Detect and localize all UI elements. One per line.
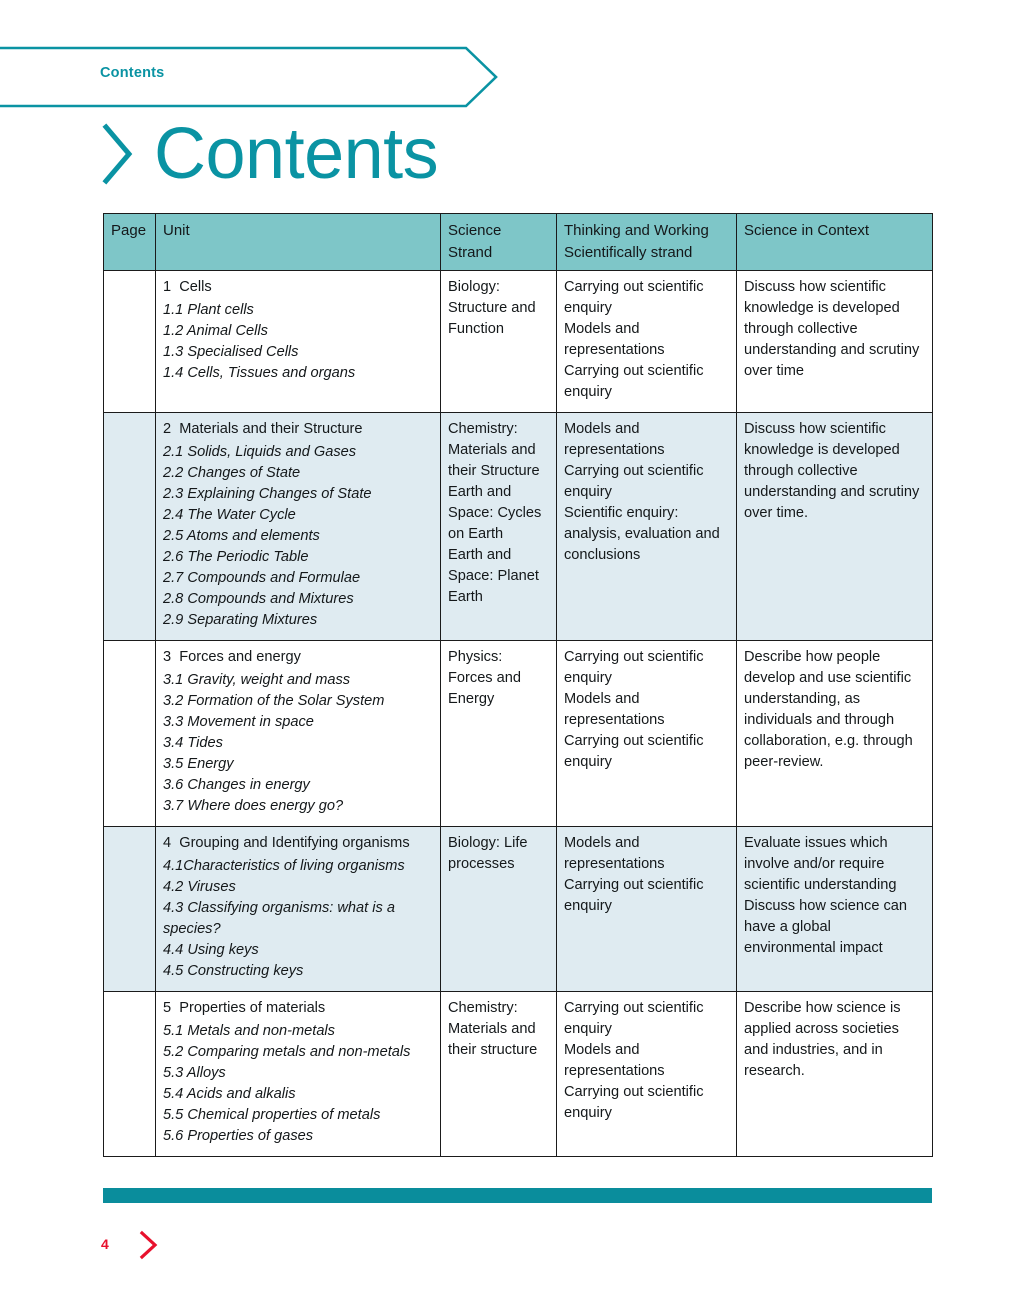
unit-subitem: 5.6 Properties of gases — [163, 1128, 314, 1145]
text-line: Carrying out scientific enquiry — [564, 279, 704, 317]
unit-subitem: 5.4 Acids and alkalis — [163, 1086, 296, 1103]
text-line: Structure and — [448, 300, 536, 317]
text-line: Carrying out scientific enquiry — [564, 877, 704, 915]
cell-page — [104, 413, 156, 641]
unit-subitem: 4.3 Classifying organisms: what is a species? — [163, 900, 395, 938]
unit-subitem: 2.3 Explaining Changes of State — [163, 486, 372, 503]
text-line: Carrying out scientific enquiry — [564, 463, 704, 501]
unit-subitem: 2.8 Compounds and Mixtures — [163, 591, 354, 608]
text-line: Biology: — [448, 279, 500, 296]
unit-subitem: 2.2 Changes of State — [163, 465, 301, 482]
unit-subitem: 4.1Characteristics of living organisms — [163, 858, 405, 875]
unit-subitem: 5.5 Chemical properties of metals — [163, 1107, 381, 1124]
text-line: Earth and Space: Cycles on Earth — [448, 484, 542, 543]
unit-subitem: 1.4 Cells, Tissues and organs — [163, 365, 356, 382]
cell-science-in-context — [737, 271, 933, 413]
cell-unit — [156, 827, 441, 992]
text-line: Evaluate issues which involve and/or require scientific understanding — [744, 835, 897, 894]
table-row — [104, 271, 933, 413]
cell-page — [104, 992, 156, 1157]
text-line: Models and representations — [564, 421, 665, 459]
unit-subitem: 2.1 Solids, Liquids and Gases — [163, 444, 357, 461]
unit-subitem: 2.6 The Periodic Table — [163, 549, 309, 566]
text-line: Models and representations — [564, 691, 665, 729]
cell-twss — [557, 827, 737, 992]
unit-subitem: 2.9 Separating Mixtures — [163, 612, 318, 629]
text-line: Energy — [448, 691, 495, 708]
text-line: Earth and Space: Planet Earth — [448, 547, 539, 606]
column-header-twss — [557, 214, 737, 271]
cell-twss — [557, 271, 737, 413]
text-line: Models and representations — [564, 321, 665, 359]
text-line: Carrying out scientific enquiry — [564, 649, 704, 687]
contents-table — [103, 213, 933, 1157]
text-line: Chemistry: Materials and their Structure — [448, 421, 540, 480]
page-number: 4 — [101, 1236, 109, 1252]
text-line: Unit — [163, 222, 190, 239]
unit-heading: 1 Cells — [163, 279, 212, 296]
cell-science-in-context — [737, 827, 933, 992]
unit-heading: 4 Grouping and Identifying organisms — [163, 835, 410, 852]
unit-subitem: 5.2 Comparing metals and non-metals — [163, 1044, 411, 1061]
cell-science-in-context — [737, 641, 933, 827]
unit-heading: 5 Properties of materials — [163, 1000, 326, 1017]
banner-arrow-shape — [0, 46, 500, 108]
unit-subitem: 3.2 Formation of the Solar System — [163, 693, 385, 710]
cell-science-in-context — [737, 413, 933, 641]
text-line: Function — [448, 321, 504, 338]
text-line: Biology: Life processes — [448, 835, 528, 873]
text-line: Scientifically strand — [564, 243, 693, 261]
table-row — [104, 641, 933, 827]
cell-twss — [557, 641, 737, 827]
unit-heading: 2 Materials and their Structure — [163, 421, 363, 438]
cell-unit — [156, 271, 441, 413]
cell-page — [104, 827, 156, 992]
footer-rule — [103, 1188, 932, 1203]
unit-subitem: 5.1 Metals and non-metals — [163, 1023, 335, 1040]
unit-subitem: 3.3 Movement in space — [163, 714, 314, 731]
cell-page — [104, 641, 156, 827]
cell-science-in-context — [737, 992, 933, 1157]
unit-subitem: 3.1 Gravity, weight and mass — [163, 672, 351, 689]
cell-unit — [156, 413, 441, 641]
table-row — [104, 413, 933, 641]
cell-twss — [557, 992, 737, 1157]
unit-subitem: 4.4 Using keys — [163, 942, 259, 959]
cell-science-strand — [441, 992, 557, 1157]
table-body — [104, 271, 933, 1157]
column-header-page — [104, 214, 156, 271]
footer-chevron-right-icon — [136, 1228, 162, 1262]
text-line: Models and representations — [564, 835, 665, 873]
unit-subitem: 1.3 Specialised Cells — [163, 344, 299, 361]
header-row — [104, 214, 933, 271]
page-title-block — [100, 114, 439, 194]
text-line: Discuss how science can have a global environmental impact — [744, 898, 908, 957]
column-header-science-in-context — [737, 214, 933, 271]
unit-subitem: 5.3 Alloys — [163, 1065, 226, 1082]
unit-subitem: 3.6 Changes in energy — [163, 777, 310, 794]
unit-subitem: 3.5 Energy — [163, 756, 234, 773]
chevron-right-icon — [100, 119, 136, 189]
text-line: Physics: — [448, 649, 503, 666]
text-line: Science in Context — [744, 222, 870, 239]
table-row — [104, 992, 933, 1157]
unit-subitem: 3.4 Tides — [163, 735, 223, 752]
unit-heading: 3 Forces and energy — [163, 649, 301, 666]
text-line: Science — [448, 222, 502, 239]
running-head-banner — [0, 46, 500, 108]
text-line: Discuss how scientific knowledge is developed through collective understanding and scrutiny over time — [744, 279, 920, 380]
column-header-science-strand — [441, 214, 557, 271]
table-row — [104, 827, 933, 992]
text-line: Chemistry: Materials and their structure — [448, 1000, 538, 1059]
unit-subitem: 1.1 Plant cells — [163, 302, 254, 319]
text-line: Carrying out scientific enquiry — [564, 363, 704, 401]
cell-twss — [557, 413, 737, 641]
unit-subitem: 4.5 Constructing keys — [163, 963, 304, 980]
unit-subitem: 1.2 Animal Cells — [163, 323, 268, 340]
text-line: Scientific enquiry: analysis, evaluation and conclusions — [564, 505, 720, 564]
unit-subitem: 4.2 Viruses — [163, 879, 236, 896]
column-header-unit — [156, 214, 441, 271]
text-line: Discuss how scientific knowledge is developed through collective understanding and scrutiny over time. — [744, 421, 920, 522]
unit-subitem: 2.7 Compounds and Formulae — [163, 570, 361, 587]
cell-science-strand — [441, 271, 557, 413]
cell-unit — [156, 641, 441, 827]
page-title: Contents — [154, 114, 439, 194]
text-line: Forces and — [448, 670, 522, 687]
text-line: Carrying out scientific enquiry — [564, 1000, 704, 1038]
unit-subitem: 2.4 The Water Cycle — [163, 507, 296, 524]
text-line: Carrying out scientific enquiry — [564, 1084, 704, 1122]
table-header — [104, 214, 933, 271]
text-line: Describe how science is applied across societies and industries, and in research. — [744, 1000, 901, 1080]
text-line: Describe how people develop and use scientific understanding, as individuals and through collaboration, e.g. through peer-review. — [744, 649, 913, 771]
running-head-label: Contents — [100, 65, 165, 81]
text-line: Page — [111, 222, 147, 239]
cell-science-strand — [441, 413, 557, 641]
cell-page — [104, 271, 156, 413]
cell-science-strand — [441, 641, 557, 827]
text-line: Strand — [448, 243, 493, 261]
cell-unit — [156, 992, 441, 1157]
unit-subitem: 3.7 Where does energy go? — [163, 798, 344, 815]
text-line: Thinking and Working — [564, 222, 709, 239]
text-line: Models and representations — [564, 1042, 665, 1080]
cell-science-strand — [441, 827, 557, 992]
unit-subitem: 2.5 Atoms and elements — [163, 528, 320, 545]
text-line: Carrying out scientific enquiry — [564, 733, 704, 771]
